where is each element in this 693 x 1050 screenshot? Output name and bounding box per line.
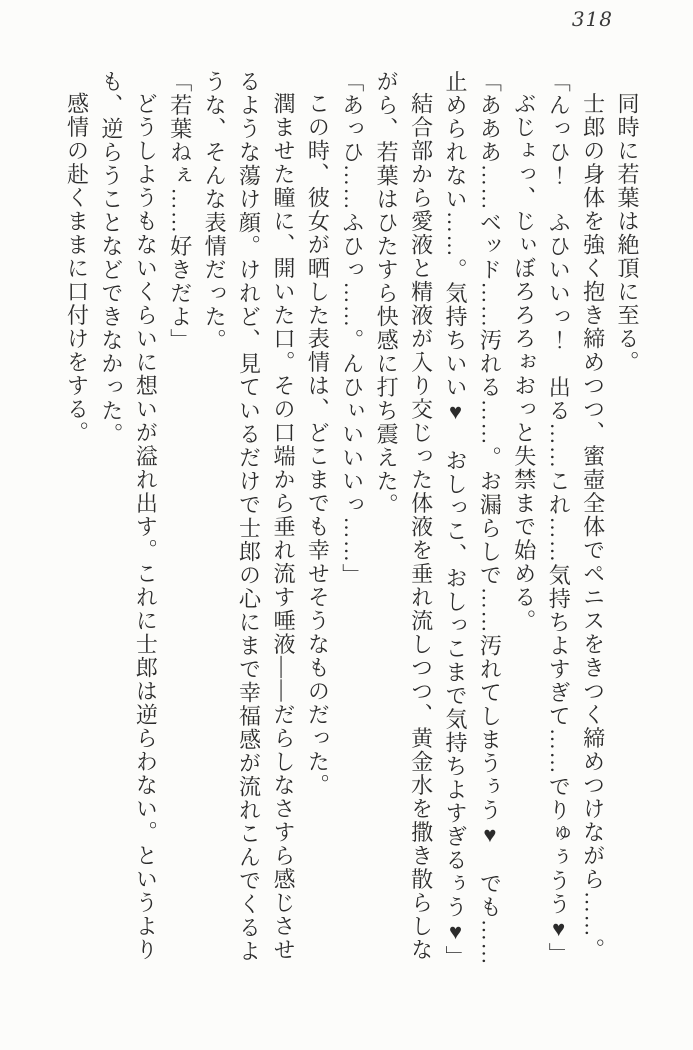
text-line: 止められない……。気持ちいい♥ おしっこ、おしっこまで気持ちよすぎるぅう♥」 <box>442 70 468 969</box>
text-line: 士郎の身体を強く抱き締めつつ、蜜壺全体でペニスをきつく締めつけながら……。 <box>580 92 606 962</box>
text-line: どうしようもないくらいに想いが溢れ出す。これに士郎は逆らわない。というより <box>133 92 159 962</box>
text-line: るような蕩け顔。けれど、見ているだけで士郎の心にまで幸福感が流れこんでくるよ <box>236 70 262 963</box>
text-line: 「あっひ……ふひっ……。んひぃいいいっ……」 <box>339 70 365 587</box>
text-line: 結合部から愛液と精液が入り交じった体液を垂れ流しつつ、黄金水を撒き散らしな <box>408 92 434 962</box>
text-columns <box>59 70 644 1022</box>
text-line: 「あああ……ベッド……汚れる……。お漏らしで……汚れてしまうぅう♥ でも…… <box>477 70 503 966</box>
text-line: 感情の赴くままに口付けをする。 <box>64 92 90 445</box>
text-line: 「若葉ねぇ……好きだよ」 <box>167 70 193 352</box>
text-line: 「んっひ！ ふひいいっ！ 出る……これ……気持ちよすぎて……でりゅぅうう♥」 <box>546 70 572 966</box>
text-line: がら、若葉はひたすら快感に打ち震えた。 <box>374 70 400 517</box>
page-number: 318 <box>571 7 613 31</box>
text-line: この時、彼女が晒した表情は、どこまでも幸せそうなものだった。 <box>305 92 331 797</box>
text-line: ぶじょっ、じぃぼろろろぉおっと失禁まで始める。 <box>511 92 537 633</box>
text-line: も、逆らうことなどできなかった。 <box>98 70 124 446</box>
text-line: 潤ませた瞳に、開いた口。その口端から垂れ流す唾液――だらしなさすら感じさせ <box>270 92 296 962</box>
text-line: うな、そんな表情だった。 <box>202 70 228 352</box>
text-line: 同時に若葉は絶頂に至る。 <box>615 92 640 374</box>
